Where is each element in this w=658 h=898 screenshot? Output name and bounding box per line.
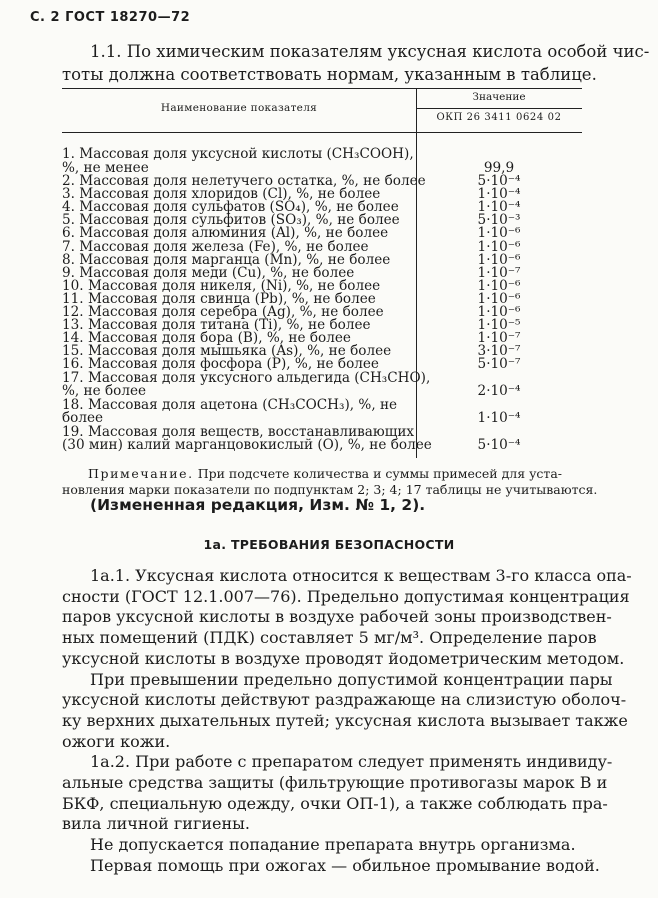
row-value: 1·10⁻⁴: [477, 186, 521, 203]
row-name-line: 15. Массовая доля мышьяка (As), %, не более: [62, 343, 392, 360]
row-value: 1·10⁻⁴: [477, 199, 521, 216]
body-line: уксусной кислоты действуют раздражающе на слизистую оболоч-: [62, 690, 627, 710]
note-text: новления марки показатели по подпунктам 2; 3; 4; 17 таблицы не учитываются.: [62, 482, 598, 497]
row-value: 1·10⁻⁶: [477, 238, 521, 255]
row-name-line: 8. Массовая доля марганца (Mn), %, не более: [62, 251, 391, 268]
row-value: 1·10⁻⁵: [477, 317, 521, 334]
body-line: При превышении предельно допустимой концентрации пары: [90, 669, 613, 689]
row-value: 1·10⁻⁶: [477, 251, 521, 268]
row-value: 1·10⁻⁷: [477, 330, 521, 347]
row-name-line: более: [62, 410, 104, 427]
row-name-line: 16. Массовая доля фосфора (P), %, не более: [62, 356, 379, 373]
row-name-line: %, не более: [62, 383, 147, 400]
row-value: 1·10⁻⁷: [477, 264, 521, 281]
row-name: [62, 369, 431, 400]
row-value: 1·10⁻⁴: [477, 410, 521, 427]
row-value: 99,9: [483, 159, 515, 176]
body-line: сности (ГОСТ 12.1.007—76). Предельно допустимая концентрация: [62, 586, 630, 606]
row-value: 3·10⁻⁷: [477, 343, 521, 360]
table-top-rule: [62, 88, 582, 89]
row-name-line: 7. Массовая доля железа (Fe), %, не более: [62, 238, 369, 255]
body-line: ожоги кожи.: [62, 731, 171, 751]
body-line: 1а.1. Уксусная кислота относится к веществам 3-го класса опа-: [90, 566, 632, 585]
note-text: При подсчете количества и суммы примесей для уста-: [197, 466, 563, 481]
note-label: Примечание.: [88, 466, 194, 481]
row-value: 5·10⁻⁷: [477, 356, 521, 373]
row-name: [62, 396, 406, 427]
body-line: альные средства защиты (фильтрующие противогазы марок В и: [62, 773, 608, 793]
row-name-line: 13. Массовая доля титана (Ti), %, не более: [62, 317, 371, 334]
body-line: 1а.2. При работе с препаратом следует применять индивиду-: [90, 752, 613, 772]
row-name-line: %, не менее: [62, 159, 149, 176]
row-name-line: 11. Массовая доля свинца (Pb), %, не более: [62, 290, 376, 307]
column-header-okp: ОКП 26 3411 0624 02: [436, 112, 562, 123]
row-name-line: 6. Массовая доля алюминия (Al), %, не более: [62, 225, 389, 242]
table-header-bottom-rule: [62, 132, 582, 133]
body-line: Не допускается попадание препарата внутрь организма.: [90, 835, 576, 855]
row-name-line: (30 мин) калий марганцовокислый (O), %, не более: [62, 437, 432, 454]
row-name-line: 2. Массовая доля нелетучего остатка, %, не более: [62, 173, 426, 189]
row-name-line: 19. Массовая доля веществ, восстанавливающих: [62, 423, 415, 440]
table-note: [62, 466, 598, 498]
row-name-line: 5. Массовая доля сульфитов (SO₃), %, не более: [62, 212, 400, 229]
row-name-line: 14. Массовая доля бора (B), %, не более: [62, 330, 351, 347]
row-name-line: 17. Массовая доля уксусного альдегида (CH₃CHO),: [62, 369, 431, 386]
row-name-line: 10. Массовая доля никеля, (Ni), %, не более: [62, 277, 381, 294]
row-value: 1·10⁻⁶: [477, 304, 521, 320]
section-title: 1а. ТРЕБОВАНИЯ БЕЗОПАСНОСТИ: [203, 537, 455, 552]
row-name: [62, 423, 432, 454]
safety-section-body: [62, 566, 632, 877]
body-line: вила личной гигиены.: [62, 814, 250, 834]
column-header-value: Значение: [472, 91, 526, 103]
amendment-note: (Измененная редакция, Изм. № 1, 2).: [90, 496, 426, 514]
table-header-divider: [416, 108, 582, 109]
body-line: БКФ, специальную одежду, очки ОП-1), а также соблюдать пра-: [62, 793, 608, 813]
row-value: 1·10⁻⁶: [477, 277, 521, 294]
intro-paragraph: [62, 40, 650, 86]
row-value: 1·10⁻⁶: [477, 290, 521, 307]
row-name-line: 12. Массовая доля серебра (Ag), %, не более: [62, 304, 384, 320]
body-line: ных помещений (ПДК) составляет 5 мг/м³. Определение паров: [62, 628, 597, 648]
column-header-name: Наименование показателя: [160, 102, 318, 114]
row-name: [62, 146, 414, 176]
row-value: 2·10⁻⁴: [477, 383, 521, 400]
row-name-line: 18. Массовая доля ацетона (CH₃COCH₃), %, не: [62, 396, 398, 413]
row-value: 5·10⁻⁴: [477, 437, 521, 454]
row-name-line: 4. Массовая доля сульфатов (SO₄), %, не более: [62, 199, 399, 216]
row-value: 5·10⁻³: [477, 212, 521, 229]
row-value: 5·10⁻⁴: [477, 173, 521, 189]
body-line: уксусной кислоты в воздухе проводят йодометрическим методом.: [62, 648, 625, 668]
intro-line: тоты должна соответствовать нормам, указанным в таблице.: [62, 65, 597, 84]
row-name-line: 3. Массовая доля хлоридов (Cl), %, не более: [62, 186, 381, 203]
body-line: ку верхних дыхательных путей; уксусная кислота вызывает также: [62, 710, 628, 730]
row-name-line: 9. Массовая доля меди (Cu), %, не более: [62, 264, 355, 281]
row-name-line: 1. Массовая доля уксусной кислоты (CH₃COOH),: [62, 146, 414, 162]
body-line: паров уксусной кислоты в воздухе рабочей зоны производствен-: [62, 607, 612, 627]
body-line: Первая помощь при ожогах — обильное промывание водой.: [90, 855, 600, 875]
intro-line: 1.1. По химическим показателям уксусная кислота особой чис-: [90, 42, 650, 61]
page-header: С. 2 ГОСТ 18270—72: [30, 10, 191, 25]
row-value: 1·10⁻⁶: [477, 225, 521, 242]
